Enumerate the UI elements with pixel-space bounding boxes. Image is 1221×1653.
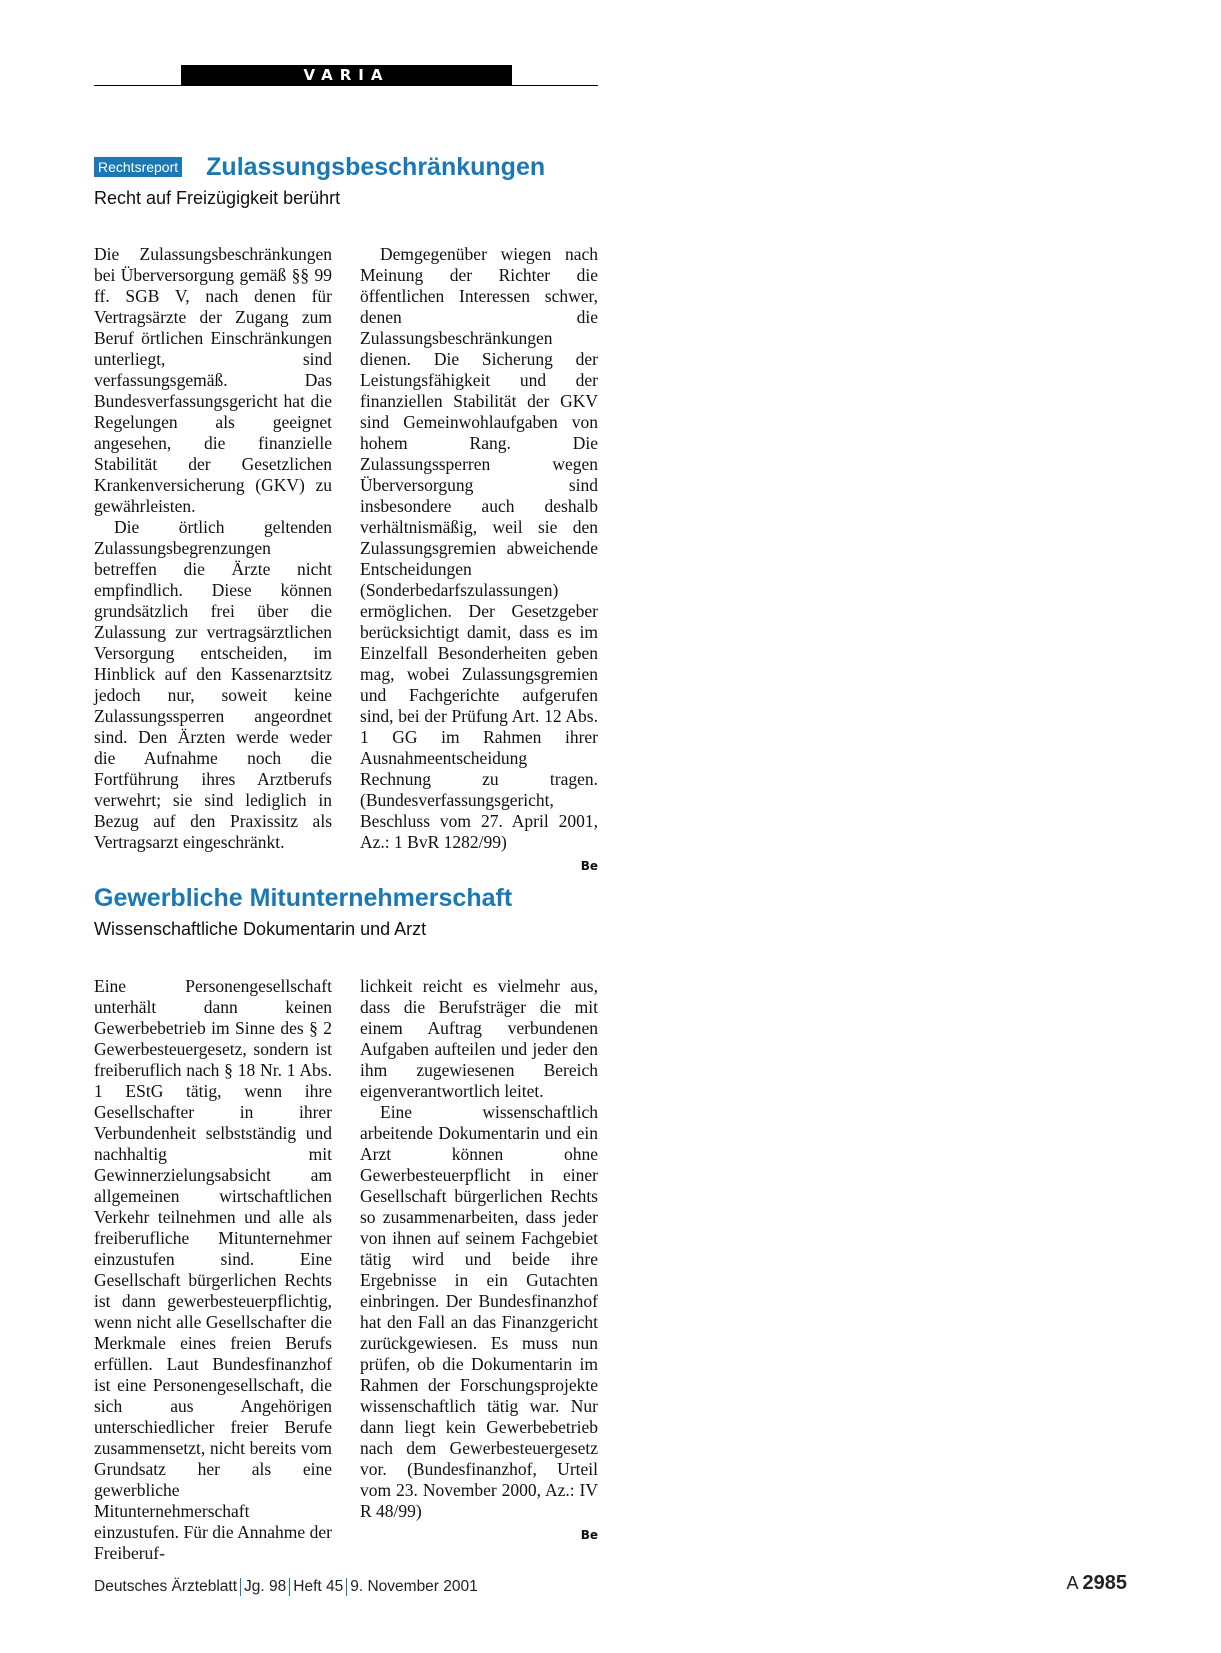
page-number [1066,1572,1127,1595]
article-zulassungsbeschraenkungen [94,150,598,873]
article-body [94,976,598,1564]
article-body [94,244,598,877]
paragraph: Eine Personengesellschaft unterhält dann keinen Gewerbebetrieb im Sinne des § 2 Gewerbesteuergesetz, sondern ist freiberuflich nach § 18 Nr. 1 Abs. 1 EStG tätig, wenn ihre Gesellschafter in ihrer Verbundenheit selbstständig und nachhaltig mit Gewinnerzielungsabsicht am allgemeinen wirtschaftlichen Verkehr teilnehmen und alle als freiberufliche Mitunternehmer einzustufen sind. Eine Gesellschaft bürgerlichen Rechts ist dann gewerbesteuerpflichtig, wenn nicht alle Gesellschafter die Merkmale eines freien Berufs erfüllen. Laut Bundesfinanzhof ist eine Personengesellschaft, die sich aus Angehörigen unterschiedlicher freier Berufe zusammensetzt, nicht bereits vom Grundsatz her als eine gewerbliche Mitunternehmerschaft einzustufen. Für die Annahme der Freiberuf- [94,976,332,1563]
paragraph: Die Zulassungsbeschränkungen bei Überversorgung gemäß §§ 99 ff. SGB V, nach denen für Vertragsärzte der Zugang zum Beruf örtlichen Einschränkungen unterliegt, sind verfassungsgemäß. Das Bundesverfassungsgericht hat die Regelungen als geeignet angesehen, die finanzielle Stabilität der Gesetzlichen Krankenversicherung (GKV) zu gewährleisten. [94,244,332,516]
article-subtitle: Wissenschaftliche Dokumentarin und Arzt [94,919,427,939]
text-column-right [360,244,598,877]
separator [289,1578,290,1596]
article-title: Gewerbliche Mitunternehmerschaft [94,884,513,912]
issue: Heft 45 [293,1578,344,1595]
journal-name: Deutsches Ärzteblatt [94,1578,238,1595]
article-subtitle: Recht auf Freizügigkeit berührt [94,188,341,208]
article-title: Zulassungsbeschränkungen [206,153,546,181]
footer [94,1578,478,1596]
text-column-right [360,976,598,1564]
issue-date: 9. November 2001 [350,1578,478,1595]
rechtsreport-badge: Rechtsreport [94,157,182,177]
author-signature: Be [580,859,598,873]
page-prefix: A [1066,1573,1079,1593]
paragraph: Demgegenüber wiegen nach Meinung der Richter die öffentlichen Interessen schwer, denen die Zulassungsbeschränkungen dienen. Die Sicherung der Leistungsfähigkeit und der finanziellen Stabilität der GKV sind Gemeinwohlaufgaben von hohem Rang. Die Zulassungssperren wegen Überversorgung sind insbesondere auch deshalb verhältnismäßig, weil sie den Zulassungsgremien abweichende Entscheidungen (Sonderbedarfszulassungen) ermöglichen. Der Gesetzgeber berücksichtigt damit, dass es im Einzelfall Besonderheiten geben mag, wobei Zulassungsgremien und Fachgerichte aufgerufen sind, bei der Prüfung Art. 12 Abs. 1 GG im Rahmen ihrer Ausnahmeentscheidung Rechnung zu tragen. (Bundesverfassungsgericht, Beschluss vom 27. April 2001, Az.: 1 BvR 1282/99) [360,244,598,852]
article-title-row [94,150,598,184]
separator [240,1578,241,1596]
article-gewerbliche-mitunternehmerschaft [94,881,598,1563]
volume: Jg. 98 [244,1578,287,1595]
paragraph: Eine wissenschaftlich arbeitende Dokumentarin und ein Arzt können ohne Gewerbesteuerpflicht in einer Gesellschaft bürgerlichen Rechts so zusammenarbeiten, dass jeder von ihnen auf seinem Fachgebiet tätig wird und beide ihre Ergebnisse in ein Gutachten einbringen. Der Bundesfinanzhof hat den Fall an das Finanzgericht zurückgewiesen. Es muss nun prüfen, ob die Dokumentarin im Rahmen der Forschungsprojekte wissenschaftlich tätig war. Nur dann liegt kein Gewerbebetrieb nach dem Gewerbesteuergesetz vor. (Bundesfinanzhof, Urteil vom 23. November 2000, Az.: IV R 48/99) [360,1102,598,1521]
text-column-left [94,976,332,1564]
text-column-left [94,244,332,877]
author-signature: Be [580,1528,598,1542]
paragraph: Die örtlich geltenden Zulassungsbegrenzungen betreffen die Ärzte nicht empfindlich. Diese können grundsätzlich frei über die Zulassung zur vertragsärztlichen Versorgung entscheiden, im Hinblick auf den Kassenarztsitz jedoch nur, soweit keine Zulassungssperren angeordnet sind. Den Ärzten werde weder die Aufnahme noch die Fortführung ihres Arztberufs verwehrt; sie sind lediglich in Bezug auf den Praxissitz als Vertragsarzt eingeschränkt. [94,517,332,852]
section-label: VARIA [181,65,512,85]
header-rule [94,85,598,86]
paragraph: lichkeit reicht es vielmehr aus, dass die Berufsträger die mit einem Auftrag verbundenen Aufgaben aufteilen und jeder den ihm zugewiesenen Bereich eigenverantwortlich leitet. [360,976,598,1101]
page-number-value: 2985 [1082,1572,1127,1594]
separator [346,1578,347,1596]
article-title-row [94,881,598,915]
